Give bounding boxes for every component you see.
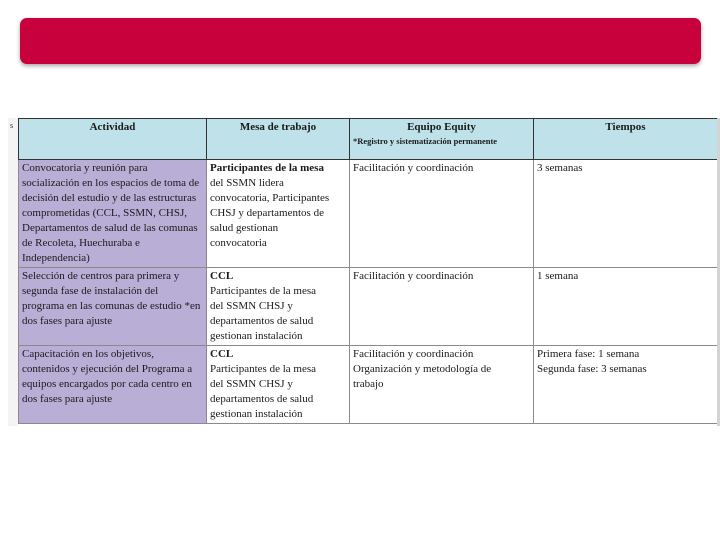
mesa-line: gestionan instalación [210, 330, 303, 342]
mesa-line: del SSMN lidera [210, 177, 284, 189]
mesa-line: convocatoria [210, 237, 267, 249]
left-row-marker [8, 118, 18, 426]
header-mesa-de-trabajo: Mesa de trabajo [207, 119, 350, 160]
title-banner [20, 18, 701, 64]
mesa-line: Participantes de la mesa [210, 285, 316, 297]
header-equipo-label: Equipo Equity [407, 121, 476, 133]
mesa-line: del SSMN CHSJ y [210, 300, 293, 312]
equipo-line: Organización y metodología de [353, 363, 492, 375]
header-equipo-equity [350, 119, 534, 160]
cell-mesa [207, 268, 350, 346]
mesa-line: CCL [210, 270, 234, 282]
table-row [19, 268, 718, 346]
table-row [19, 346, 718, 424]
mesa-line: Participantes de la mesa [210, 162, 324, 174]
cell-equipo [350, 268, 534, 346]
table-row [19, 160, 718, 268]
tiempos-line: 1 semana [537, 270, 579, 282]
header-tiempos: Tiempos [534, 119, 718, 160]
activity-table-container [8, 118, 720, 426]
cell-actividad: Capacitación en los objetivos, contenidos y ejecución del Programa a equipos encargados por cada centro en dos fases para ajuste [19, 346, 207, 424]
tiempos-line: 3 semanas [537, 162, 583, 174]
mesa-line: convocatoria, Participantes [210, 192, 330, 204]
tiempos-line: Primera fase: 1 semana [537, 348, 640, 360]
mesa-line: CCL [210, 348, 234, 360]
equipo-line: Facilitación y coordinación [353, 162, 474, 174]
table-header-row [19, 119, 718, 160]
mesa-line: Participantes de la mesa [210, 363, 316, 375]
mesa-line: departamentos de salud [210, 393, 314, 405]
equipo-line: Facilitación y coordinación [353, 348, 474, 360]
cell-tiempos [534, 160, 718, 268]
cell-mesa [207, 160, 350, 268]
mesa-line: salud gestionan [210, 222, 279, 234]
left-marker-text: s [10, 121, 14, 130]
activity-table [18, 118, 718, 424]
header-equipo-note: *Registro y sistematización permanente [353, 136, 498, 146]
mesa-line: del SSMN CHSJ y [210, 378, 293, 390]
cell-equipo [350, 346, 534, 424]
equipo-line: Facilitación y coordinación [353, 270, 474, 282]
cell-tiempos [534, 346, 718, 424]
tiempos-line: Segunda fase: 3 semanas [537, 363, 647, 375]
cell-actividad: Convocatoria y reunión para socialización en los espacios de toma de decisión del estudio y de las estructuras comprometidas (CCL, SSMN, CHSJ, Departamentos de salud de las comunas de Recoleta, Huechuraba e Independencia) [19, 160, 207, 268]
mesa-line: CHSJ y departamentos de [210, 207, 324, 219]
cell-mesa [207, 346, 350, 424]
header-actividad: Actividad [19, 119, 207, 160]
cell-actividad: Selección de centros para primera y segunda fase de instalación del programa en las comunas de estudio *en dos fases para ajuste [19, 268, 207, 346]
equipo-line: trabajo [353, 378, 384, 390]
mesa-line: gestionan instalación [210, 408, 303, 420]
mesa-line: departamentos de salud [210, 315, 314, 327]
cell-equipo [350, 160, 534, 268]
cell-tiempos [534, 268, 718, 346]
